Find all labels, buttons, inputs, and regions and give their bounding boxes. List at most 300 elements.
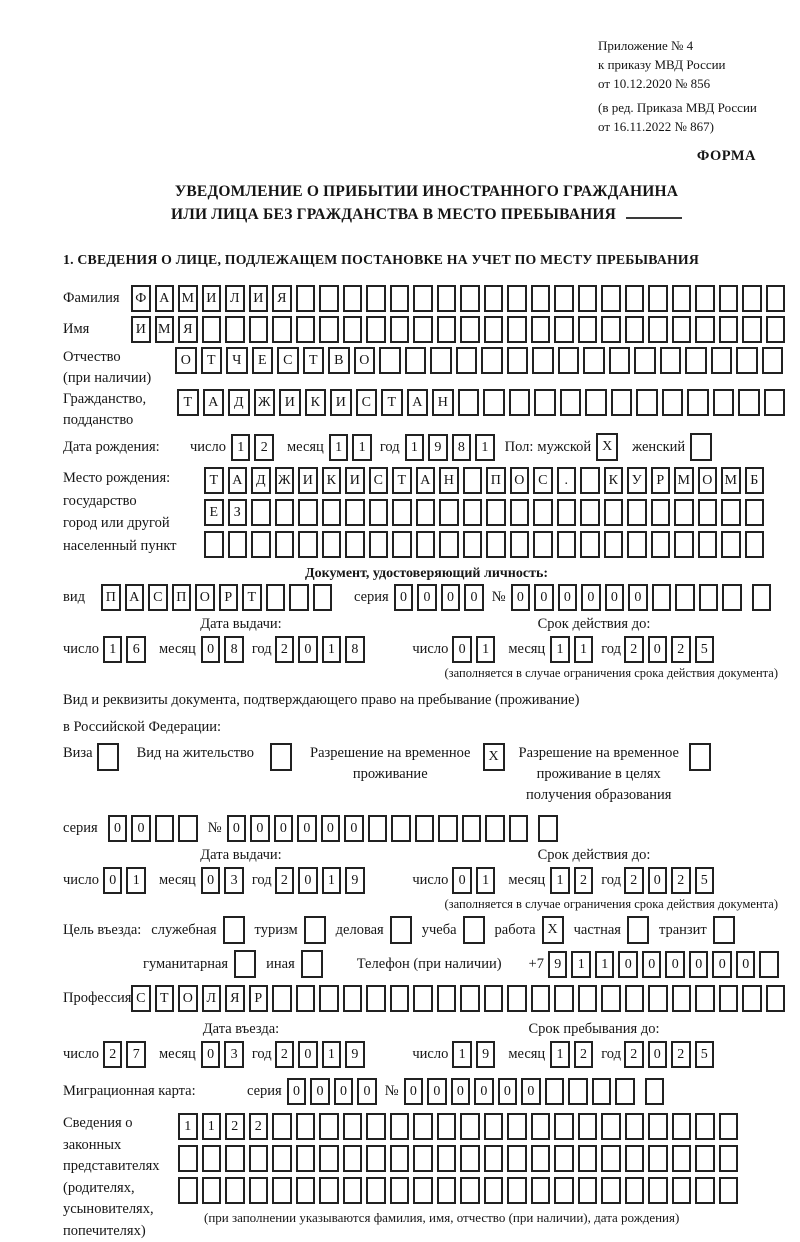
char-cell [413,1177,433,1204]
char-cell [674,499,694,526]
char-cell [672,316,692,343]
char-cell: 0 [534,584,554,611]
char-cell [484,316,504,343]
char-cell [719,285,739,312]
char-cell: Т [204,467,224,494]
char-cell [437,1177,457,1204]
char-cell [343,1177,363,1204]
char-cell: И [298,467,318,494]
char-cell [625,285,645,312]
char-cell [390,985,410,1012]
char-cell: 0 [357,1078,377,1105]
char-cell: А [416,467,436,494]
appendix-block [598,36,790,136]
char-cell [648,285,668,312]
birth-place-labels: Место рождения: государство город или другой населенный пункт [63,470,177,554]
char-cell: И [330,389,352,416]
edu-residence-checkbox [689,743,711,771]
char-cell: 0 [736,951,756,978]
char-cell [322,531,342,558]
char-cell: Б [745,467,765,494]
char-cell [713,389,735,416]
char-cell: 0 [452,636,472,663]
char-cell: 0 [201,1041,221,1068]
char-cell: П [486,467,506,494]
char-cell [369,531,389,558]
char-cell: З [228,499,248,526]
char-cell [430,347,452,374]
char-cell [585,389,607,416]
char-cell: 1 [231,434,251,461]
permit-validity-note: (заполняется в случае ограничения срока действия документа) [444,897,778,911]
char-cell: 0 [287,1078,307,1105]
char-cell: 0 [298,867,318,894]
char-cell [533,499,553,526]
char-cell: 0 [108,815,128,842]
appendix-line: к приказу МВД России [598,57,726,72]
char-cell [251,499,271,526]
form-title-line1: УВЕДОМЛЕНИЕ О ПРИБЫТИИ ИНОСТРАННОГО ГРАЖДАНИНА [174,183,679,200]
char-cell [296,1145,316,1172]
sex-label: Пол: [504,438,534,455]
char-cell: Ф [131,285,151,312]
char-cell: К [604,467,624,494]
purpose-label: Цель въезда: [63,921,142,938]
char-cell [390,1145,410,1172]
char-cell [251,531,271,558]
char-cell [319,1113,339,1140]
char-cell [510,499,530,526]
char-cell [687,389,709,416]
char-cell: Ч [226,347,248,374]
purpose-checkbox [304,916,326,944]
char-cell [627,499,647,526]
char-cell [155,815,175,842]
temp-residence-checkbox [483,743,505,771]
char-cell [343,285,363,312]
char-cell [722,584,742,611]
issue-day-boxes [103,636,150,663]
char-cell [507,347,529,374]
form-title-line2: ИЛИ ЛИЦА БЕЗ ГРАЖДАНСТВА В МЕСТО ПРЕБЫВАНИЯ [170,206,617,223]
char-cell [366,1145,386,1172]
char-cell [554,1177,574,1204]
char-cell: Л [225,285,245,312]
permit-series-row [63,815,790,842]
phone-boxes [548,951,783,978]
char-cell [601,285,621,312]
char-cell: О [510,467,530,494]
char-cell [225,1145,245,1172]
purpose-option-label: гуманитарная [143,955,229,972]
doc-kind-label: вид [63,589,85,605]
char-cell [592,1078,612,1105]
char-cell: 0 [498,1078,518,1105]
char-cell [601,1177,621,1204]
char-cell [625,1145,645,1172]
purpose-checkbox [390,916,412,944]
char-cell: 0 [628,584,648,611]
char-cell [289,584,309,611]
char-cell: С [533,467,553,494]
char-cell [609,347,631,374]
purpose-checkbox: X [542,916,564,944]
profession-boxes [131,985,789,1012]
char-cell [531,1145,551,1172]
purpose-option-label: частная [573,921,621,938]
char-cell [343,1113,363,1140]
char-cell [736,347,758,374]
patronymic-row [63,347,790,389]
char-cell [178,815,198,842]
char-cell [484,1113,504,1140]
char-cell: 0 [581,584,601,611]
char-cell [742,285,762,312]
char-cell: 0 [665,951,685,978]
mc-series-label: серия [247,1083,282,1099]
char-cell [634,347,656,374]
char-cell: Н [439,467,459,494]
char-cell [390,316,410,343]
residence-permit-checkbox [270,743,292,771]
char-cell [554,285,574,312]
char-cell: 2 [671,1041,691,1068]
guardians-rows [178,1113,742,1226]
char-cell: 1 [178,1113,198,1140]
char-cell [742,985,762,1012]
guardians-block [63,1113,790,1242]
char-cell: 0 [451,1078,471,1105]
char-cell: О [175,347,197,374]
char-cell: 2 [275,636,295,663]
char-cell [625,316,645,343]
until-day-boxes [452,1041,499,1068]
char-cell [345,531,365,558]
char-cell [627,531,647,558]
char-cell [439,499,459,526]
identity-valid-date: число 0 1 месяц 1 1 год 2 0 2 5 [412,636,718,663]
char-cell: 0 [131,815,151,842]
guardians-row3 [178,1177,742,1204]
char-cell [685,347,707,374]
char-cell [672,285,692,312]
purpose-checkbox [301,950,323,978]
birth-place-row1 [204,467,768,494]
char-cell [651,499,671,526]
char-cell [601,316,621,343]
char-cell: 1 [475,434,495,461]
char-cell: М [178,285,198,312]
char-cell [568,1078,588,1105]
char-cell [366,285,386,312]
residence-permit-option [137,743,292,771]
mc-number-boxes [404,1078,669,1105]
purpose-checkbox [713,916,735,944]
char-cell [369,499,389,526]
char-cell [483,389,505,416]
char-cell [366,985,386,1012]
char-cell [463,467,483,494]
char-cell [319,1177,339,1204]
char-cell: 0 [103,867,123,894]
char-cell: И [249,285,269,312]
char-cell: 1 [550,867,570,894]
char-cell [695,1177,715,1204]
char-cell [662,389,684,416]
char-cell: Е [252,347,274,374]
char-cell: 0 [321,815,341,842]
char-cell [437,985,457,1012]
char-cell [534,389,556,416]
permit-issue-month-boxes [201,867,248,894]
char-cell [545,1078,565,1105]
male-checkbox [596,433,618,461]
char-cell: И [279,389,301,416]
char-cell [413,316,433,343]
char-cell [578,285,598,312]
male-label: мужской [537,438,592,455]
char-cell [510,531,530,558]
char-cell [695,316,715,343]
char-cell: С [356,389,378,416]
char-cell: 5 [695,636,715,663]
issue-year-boxes [275,636,369,663]
section1-title: 1. СВЕДЕНИЯ О ЛИЦЕ, ПОДЛЕЖАЩЕМ ПОСТАНОВКЕ НА УЧЕТ ПО МЕСТУ ПРЕБЫВАНИЯ [63,252,700,267]
permit-number-boxes [227,815,562,842]
char-cell [695,1113,715,1140]
doc-kind-boxes [101,584,336,611]
migration-card-label: Миграционная карта: [63,1083,196,1099]
stay-date-heads: Дата въезда: Срок пребывания до: [202,1021,660,1037]
valid-day-boxes [452,636,499,663]
char-cell: 1 [571,951,591,978]
residence-doc-intro: Вид и реквизиты документа, подтверждающего право на пребывание (проживание) в Российской Федерации: [63,692,580,735]
char-cell [648,1177,668,1204]
char-cell: М [674,467,694,494]
char-cell [392,499,412,526]
char-cell [272,985,292,1012]
char-cell: Т [201,347,223,374]
validity-note: (заполняется в случае ограничения срока действия документа) [444,666,778,680]
char-cell: 0 [250,815,270,842]
char-cell [695,1145,715,1172]
purpose-options-line1 [141,916,734,944]
char-cell: 7 [126,1041,146,1068]
doc-series-boxes [394,584,488,611]
char-cell [456,347,478,374]
char-cell [554,1145,574,1172]
issue-month-boxes [201,636,248,663]
char-cell: 0 [712,951,732,978]
char-cell [390,1177,410,1204]
char-cell: 0 [298,636,318,663]
char-cell: 1 [352,434,372,461]
char-cell: Д [251,467,271,494]
char-cell [615,1078,635,1105]
char-cell: 5 [695,867,715,894]
char-cell: Т [303,347,325,374]
char-cell [202,316,222,343]
char-cell [319,1145,339,1172]
char-cell: Я [178,316,198,343]
citizenship-row [63,389,790,431]
char-cell: Т [392,467,412,494]
char-cell [698,531,718,558]
char-cell: 0 [417,584,437,611]
female-checkbox [690,433,712,461]
valid-month-boxes [550,636,597,663]
birth-place-row2 [204,499,768,526]
char-cell [625,1113,645,1140]
char-cell: 0 [521,1078,541,1105]
char-cell [415,815,435,842]
char-cell: 0 [618,951,638,978]
char-cell [390,285,410,312]
char-cell [766,285,786,312]
char-cell [538,815,558,842]
char-cell: А [228,467,248,494]
char-cell: 2 [574,867,594,894]
char-cell: . [557,467,577,494]
char-cell [228,531,248,558]
char-cell [651,531,671,558]
char-cell: 0 [334,1078,354,1105]
char-cell [460,985,480,1012]
doc-number-label: № [491,589,506,605]
char-cell [745,531,765,558]
purpose-row2 [133,950,790,978]
char-cell: В [328,347,350,374]
char-cell [672,1177,692,1204]
char-cell [296,285,316,312]
temp-residence-label: Разрешение на временное проживание [310,745,471,782]
valid-until-head: Срок действия до: [537,616,651,632]
char-cell: 0 [344,815,364,842]
char-cell [601,1145,621,1172]
char-cell [766,316,786,343]
purpose-option-label: иная [266,955,295,972]
profession-label: Профессия [63,990,132,1006]
purpose-option-label: работа [494,921,536,938]
char-cell [296,316,316,343]
birth-month-boxes [329,434,376,461]
char-cell: 1 [452,1041,472,1068]
char-cell [460,1145,480,1172]
birth-place-row3 [204,531,768,558]
purpose-checkbox [463,916,485,944]
char-cell [366,1113,386,1140]
char-cell [578,1145,598,1172]
char-cell: 0 [310,1078,330,1105]
month-label: месяц [286,438,324,455]
birth-year-boxes [405,434,499,461]
char-cell [648,1145,668,1172]
char-cell: С [148,584,168,611]
char-cell [604,531,624,558]
char-cell: Ж [275,467,295,494]
char-cell: 0 [274,815,294,842]
char-cell [509,815,529,842]
char-cell: 0 [227,815,247,842]
char-cell: 1 [476,636,496,663]
char-cell [580,531,600,558]
char-cell [554,1113,574,1140]
char-cell: 0 [605,584,625,611]
entry-day-boxes [103,1041,150,1068]
birth-place-rows [204,467,768,558]
surname-row [63,285,790,312]
char-cell [343,985,363,1012]
visa-checkbox [97,743,119,771]
char-cell: Я [272,285,292,312]
birth-place-block [63,467,790,558]
char-cell [413,985,433,1012]
day-label: число [190,438,226,455]
char-cell: 0 [648,867,668,894]
char-cell [611,389,633,416]
char-cell: 0 [394,584,414,611]
char-cell [298,499,318,526]
char-cell [698,499,718,526]
char-cell [759,951,779,978]
char-cell: 0 [511,584,531,611]
char-cell [558,347,580,374]
identity-doc-heading: Документ, удостоверяющий личность: [304,566,549,581]
char-cell [463,531,483,558]
char-cell: С [277,347,299,374]
char-cell [319,285,339,312]
char-cell [296,1177,316,1204]
char-cell [481,347,503,374]
entry-month-boxes [201,1041,248,1068]
char-cell: П [172,584,192,611]
char-cell [437,316,457,343]
char-cell [645,1078,665,1105]
doc-series-label: серия [354,589,389,605]
char-cell [458,389,480,416]
migration-card-row [63,1078,790,1105]
char-cell: 1 [202,1113,222,1140]
char-cell [249,316,269,343]
char-cell: А [407,389,429,416]
char-cell [460,316,480,343]
form-title [63,180,790,226]
char-cell [507,285,527,312]
char-cell [249,1145,269,1172]
purpose-option-label: служебная [151,921,217,938]
char-cell: И [131,316,151,343]
char-cell [319,316,339,343]
char-cell: 9 [548,951,568,978]
char-cell [648,316,668,343]
char-cell: 0 [201,636,221,663]
name-label: Имя [63,321,90,337]
char-cell [675,584,695,611]
char-cell: Т [242,584,262,611]
char-cell [766,985,786,1012]
char-cell: Е [204,499,224,526]
char-cell [580,499,600,526]
char-cell [178,1177,198,1204]
phone-prefix: +7 [528,955,544,972]
char-cell: 8 [452,434,472,461]
char-cell [437,285,457,312]
char-cell [648,985,668,1012]
char-cell [672,1113,692,1140]
until-month-boxes [550,1041,597,1068]
char-cell: П [101,584,121,611]
char-cell: 1 [550,1041,570,1068]
